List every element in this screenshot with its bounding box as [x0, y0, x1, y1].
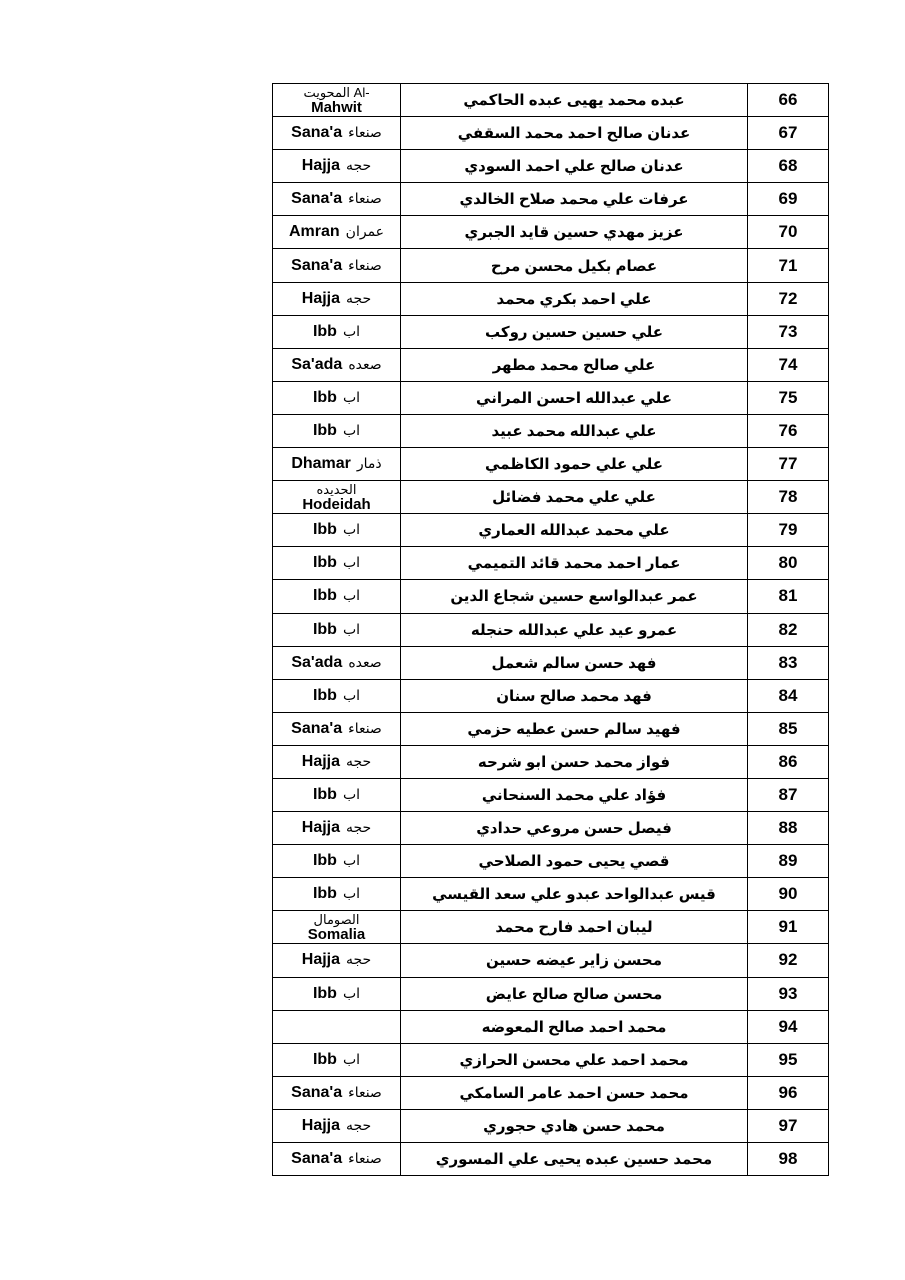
- person-name-cell: علي عبدالله محمد عبيد: [401, 414, 748, 447]
- person-name-cell: عمر عبدالواسع حسين شجاع الدين: [401, 580, 748, 613]
- row-number-cell: 86: [748, 745, 829, 778]
- governorate-english: Sana'a: [291, 1083, 343, 1101]
- governorate-english: Hajja: [301, 1116, 341, 1134]
- governorate-label: [291, 455, 381, 473]
- table-row: [273, 712, 829, 745]
- governorate-cell: [273, 216, 401, 249]
- governorate-cell: [273, 944, 401, 977]
- governorate-label: [291, 1084, 382, 1102]
- row-number-cell: 96: [748, 1076, 829, 1109]
- governorate-label: [313, 687, 360, 705]
- row-number-cell: 69: [748, 183, 829, 216]
- governorate-cell: [273, 1076, 401, 1109]
- row-number-cell: 71: [748, 249, 829, 282]
- governorate-stacked: [273, 85, 400, 117]
- governorate-arabic: صنعاء: [348, 1083, 382, 1100]
- governorate-arabic: اب: [342, 686, 361, 703]
- table-row: [273, 679, 829, 712]
- table-row: [273, 414, 829, 447]
- governorate-label: [291, 124, 382, 142]
- governorate-label: [291, 720, 382, 738]
- governorate-english: Ibb: [312, 852, 337, 870]
- governorate-label: [313, 389, 360, 407]
- governorate-cell: [273, 911, 401, 944]
- person-name-cell: علي عبدالله احسن المراني: [401, 381, 748, 414]
- governorate-arabic: اب: [342, 421, 361, 438]
- person-name-cell: فؤاد علي محمد السنحاني: [401, 778, 748, 811]
- person-name-cell: عصام بكيل محسن مرح: [401, 249, 748, 282]
- governorate-label: [313, 985, 360, 1003]
- row-number-cell: 66: [748, 84, 829, 117]
- table-row: [273, 315, 829, 348]
- governorate-cell: [273, 183, 401, 216]
- governorate-label: [313, 554, 360, 572]
- governorate-cell: [273, 845, 401, 878]
- governorate-arabic: اب: [342, 620, 361, 637]
- table-row: [273, 845, 829, 878]
- table-row: [273, 1109, 829, 1142]
- row-number-cell: 97: [748, 1109, 829, 1142]
- row-number-cell: 70: [748, 216, 829, 249]
- person-name-cell: محمد احمد صالح المعوضه: [401, 1010, 748, 1043]
- table-row: [273, 1076, 829, 1109]
- governorate-arabic: صنعاء: [348, 190, 382, 207]
- governorate-top-line: الحديده: [316, 482, 357, 498]
- row-number-cell: 84: [748, 679, 829, 712]
- person-name-cell: عمار احمد محمد قائد التميمي: [401, 547, 748, 580]
- governorate-cell: [273, 315, 401, 348]
- governorate-english: Ibb: [312, 885, 337, 903]
- person-name-cell: فواز محمد حسن ابو شرحه: [401, 745, 748, 778]
- table-row: [273, 249, 829, 282]
- governorate-english: Ibb: [312, 786, 337, 804]
- governorate-label: [291, 190, 382, 208]
- governorate-english: Sana'a: [291, 124, 343, 142]
- governorate-bottom-line: Hodeidah: [302, 496, 371, 514]
- governorate-arabic: صنعاء: [348, 719, 382, 736]
- table-row: [273, 117, 829, 150]
- governorate-cell: [273, 414, 401, 447]
- row-number-cell: 77: [748, 448, 829, 481]
- row-number-cell: 75: [748, 381, 829, 414]
- table-row: [273, 911, 829, 944]
- governorate-label: [302, 753, 371, 771]
- governorate-english: Ibb: [312, 421, 337, 439]
- row-number-cell: 98: [748, 1143, 829, 1176]
- governorate-english: Ibb: [312, 984, 337, 1002]
- governorate-label: [313, 587, 360, 605]
- governorate-arabic: حجه: [346, 752, 372, 769]
- governorate-label: [291, 257, 382, 275]
- person-name-cell: محسن صالح صالح عايض: [401, 977, 748, 1010]
- person-name-cell: علي علي حمود الكاظمي: [401, 448, 748, 481]
- row-number-cell: 95: [748, 1043, 829, 1076]
- governorate-arabic: اب: [342, 521, 361, 538]
- governorate-arabic: اب: [342, 786, 361, 803]
- person-name-cell: فهد حسن سالم شعمل: [401, 646, 748, 679]
- person-name-cell: عدنان صالح علي احمد السودي: [401, 150, 748, 183]
- table-row: [273, 1010, 829, 1043]
- person-name-cell: محمد احمد علي محسن الحرازي: [401, 1043, 748, 1076]
- governorate-cell: [273, 812, 401, 845]
- person-name-cell: علي صالح محمد مطهر: [401, 348, 748, 381]
- governorate-cell: [273, 977, 401, 1010]
- person-name-cell: محمد حسن احمد عامر السامكي: [401, 1076, 748, 1109]
- governorate-bottom-line: Somalia: [307, 926, 366, 944]
- governorate-arabic: صعده: [348, 653, 382, 670]
- governorate-cell: [273, 84, 401, 117]
- governorate-arabic: اب: [342, 554, 361, 571]
- governorate-cell: [273, 448, 401, 481]
- governorate-english: Hajja: [301, 819, 341, 837]
- governorate-stacked: [273, 912, 400, 944]
- governorate-cell: [273, 878, 401, 911]
- table-row: [273, 878, 829, 911]
- governorate-label: [291, 1150, 382, 1168]
- person-name-cell: محمد حسين عبده يحيى علي المسوري: [401, 1143, 748, 1176]
- governorate-english: Ibb: [312, 521, 337, 539]
- person-name-cell: علي علي محمد فضائل: [401, 481, 748, 514]
- governorate-label: [313, 786, 360, 804]
- table-row: [273, 580, 829, 613]
- governorate-english: Ibb: [312, 388, 337, 406]
- table-row: [273, 381, 829, 414]
- table-row: [273, 745, 829, 778]
- governorate-english: Ibb: [312, 1050, 337, 1068]
- governorate-cell: [273, 381, 401, 414]
- governorate-english: Ibb: [312, 587, 337, 605]
- table-row: [273, 183, 829, 216]
- governorate-cell: [273, 613, 401, 646]
- governorate-label: [313, 1051, 360, 1069]
- governorate-arabic: اب: [342, 388, 361, 405]
- governorate-cell: [273, 778, 401, 811]
- governorate-arabic: صنعاء: [348, 124, 382, 141]
- governorate-english: Sa'ada: [291, 653, 343, 671]
- person-name-cell: عبده محمد يهيى عبده الحاكمي: [401, 84, 748, 117]
- table-row: [273, 547, 829, 580]
- person-name-cell: علي حسين حسين روكب: [401, 315, 748, 348]
- row-number-cell: 74: [748, 348, 829, 381]
- governorate-label: [302, 290, 371, 308]
- governorate-cell: [273, 1043, 401, 1076]
- table-row: [273, 481, 829, 514]
- governorate-english: Hajja: [301, 289, 341, 307]
- governorate-arabic: عمران: [345, 223, 385, 240]
- governorate-english: Ibb: [312, 620, 337, 638]
- person-name-cell: فهيد سالم حسن عطيه حزمي: [401, 712, 748, 745]
- governorate-label: [302, 951, 371, 969]
- person-name-cell: عرفات علي محمد صلاح الخالدي: [401, 183, 748, 216]
- governorate-arabic: صنعاء: [348, 1150, 382, 1167]
- governorate-arabic: حجه: [346, 1116, 372, 1133]
- person-name-cell: عزيز مهدي حسين قايد الجبري: [401, 216, 748, 249]
- row-number-cell: 87: [748, 778, 829, 811]
- governorate-label: [313, 885, 360, 903]
- person-name-cell: عمرو عيد علي عبدالله حنجله: [401, 613, 748, 646]
- person-name-cell: علي احمد بكري محمد: [401, 282, 748, 315]
- governorate-cell: [273, 1010, 401, 1043]
- governorate-english: Sa'ada: [291, 355, 343, 373]
- governorate-arabic: حجه: [346, 819, 372, 836]
- governorate-english: Amran: [288, 223, 340, 241]
- governorate-arabic: حجه: [346, 157, 372, 174]
- row-number-cell: 92: [748, 944, 829, 977]
- row-number-cell: 83: [748, 646, 829, 679]
- row-number-cell: 82: [748, 613, 829, 646]
- governorate-english: Sana'a: [291, 1150, 343, 1168]
- row-number-cell: 81: [748, 580, 829, 613]
- governorate-english: Hajja: [301, 752, 341, 770]
- roster-table-body: [273, 84, 829, 1176]
- governorate-arabic: اب: [342, 984, 361, 1001]
- governorate-label: [313, 323, 360, 341]
- governorate-cell: [273, 1143, 401, 1176]
- governorate-cell: [273, 514, 401, 547]
- person-name-cell: فيصل حسن مروعي حدادي: [401, 812, 748, 845]
- governorate-arabic: حجه: [346, 289, 372, 306]
- governorate-cell: [273, 1109, 401, 1142]
- governorate-cell: [273, 249, 401, 282]
- governorate-cell: [273, 580, 401, 613]
- roster-table: [272, 83, 829, 1176]
- governorate-arabic: صنعاء: [348, 256, 382, 273]
- governorate-english: Ibb: [312, 554, 337, 572]
- table-row: [273, 977, 829, 1010]
- row-number-cell: 76: [748, 414, 829, 447]
- table-row: [273, 448, 829, 481]
- person-name-cell: فهد محمد صالح سنان: [401, 679, 748, 712]
- roster-table-container: [272, 83, 828, 1176]
- table-row: [273, 1043, 829, 1076]
- governorate-english: Sana'a: [291, 256, 343, 274]
- table-row: [273, 944, 829, 977]
- row-number-cell: 73: [748, 315, 829, 348]
- row-number-cell: 94: [748, 1010, 829, 1043]
- row-number-cell: 91: [748, 911, 829, 944]
- governorate-label: [291, 654, 381, 672]
- governorate-arabic: اب: [342, 322, 361, 339]
- row-number-cell: 78: [748, 481, 829, 514]
- row-number-cell: 88: [748, 812, 829, 845]
- governorate-cell: [273, 481, 401, 514]
- governorate-label: [313, 621, 360, 639]
- row-number-cell: 68: [748, 150, 829, 183]
- row-number-cell: 90: [748, 878, 829, 911]
- table-row: [273, 812, 829, 845]
- governorate-english: Sana'a: [291, 190, 343, 208]
- governorate-label: [289, 223, 384, 241]
- governorate-bottom-line: Mahwit: [311, 99, 362, 117]
- governorate-label: [302, 819, 371, 837]
- governorate-cell: [273, 646, 401, 679]
- governorate-label: [302, 1117, 371, 1135]
- governorate-cell: [273, 547, 401, 580]
- person-name-cell: قصي يحيى حمود الصلاحي: [401, 845, 748, 878]
- table-row: [273, 348, 829, 381]
- governorate-label: [291, 356, 381, 374]
- governorate-cell: [273, 282, 401, 315]
- person-name-cell: علي محمد عبدالله العماري: [401, 514, 748, 547]
- governorate-english: Hajja: [301, 157, 341, 175]
- governorate-arabic: اب: [342, 885, 361, 902]
- governorate-label: [313, 852, 360, 870]
- table-row: [273, 514, 829, 547]
- person-name-cell: محمد حسن هادي حجوري: [401, 1109, 748, 1142]
- governorate-cell: [273, 712, 401, 745]
- person-name-cell: قيس عبدالواحد عبدو علي سعد القيسي: [401, 878, 748, 911]
- row-number-cell: 67: [748, 117, 829, 150]
- governorate-label: [313, 422, 360, 440]
- person-name-cell: ليبان احمد فارح محمد: [401, 911, 748, 944]
- table-row: [273, 778, 829, 811]
- governorate-arabic: ذمار: [356, 455, 382, 472]
- person-name-cell: محسن زاير عيضه حسين: [401, 944, 748, 977]
- governorate-arabic: حجه: [346, 951, 372, 968]
- table-row: [273, 282, 829, 315]
- governorate-english: Ibb: [312, 686, 337, 704]
- governorate-english: Ibb: [312, 322, 337, 340]
- row-number-cell: 85: [748, 712, 829, 745]
- governorate-cell: [273, 117, 401, 150]
- governorate-stacked: [273, 482, 400, 514]
- row-number-cell: 79: [748, 514, 829, 547]
- governorate-cell: [273, 348, 401, 381]
- table-row: [273, 216, 829, 249]
- governorate-english: Sana'a: [291, 719, 343, 737]
- row-number-cell: 80: [748, 547, 829, 580]
- governorate-cell: [273, 679, 401, 712]
- governorate-cell: [273, 745, 401, 778]
- person-name-cell: عدنان صالح احمد محمد السقفي: [401, 117, 748, 150]
- governorate-cell: [273, 150, 401, 183]
- table-row: [273, 84, 829, 117]
- row-number-cell: 72: [748, 282, 829, 315]
- governorate-arabic: اب: [342, 1050, 361, 1067]
- governorate-top-line: الصومال: [313, 912, 360, 928]
- table-row: [273, 1143, 829, 1176]
- governorate-arabic: صعده: [348, 355, 382, 372]
- row-number-cell: 93: [748, 977, 829, 1010]
- row-number-cell: 89: [748, 845, 829, 878]
- governorate-arabic: اب: [342, 852, 361, 869]
- table-row: [273, 646, 829, 679]
- table-row: [273, 150, 829, 183]
- governorate-top-line: المحويت Al-: [303, 85, 370, 101]
- governorate-english: Hajja: [301, 951, 341, 969]
- table-row: [273, 613, 829, 646]
- governorate-english: Dhamar: [291, 455, 351, 473]
- governorate-arabic: اب: [342, 587, 361, 604]
- governorate-label: [313, 521, 360, 539]
- governorate-label: [302, 157, 371, 175]
